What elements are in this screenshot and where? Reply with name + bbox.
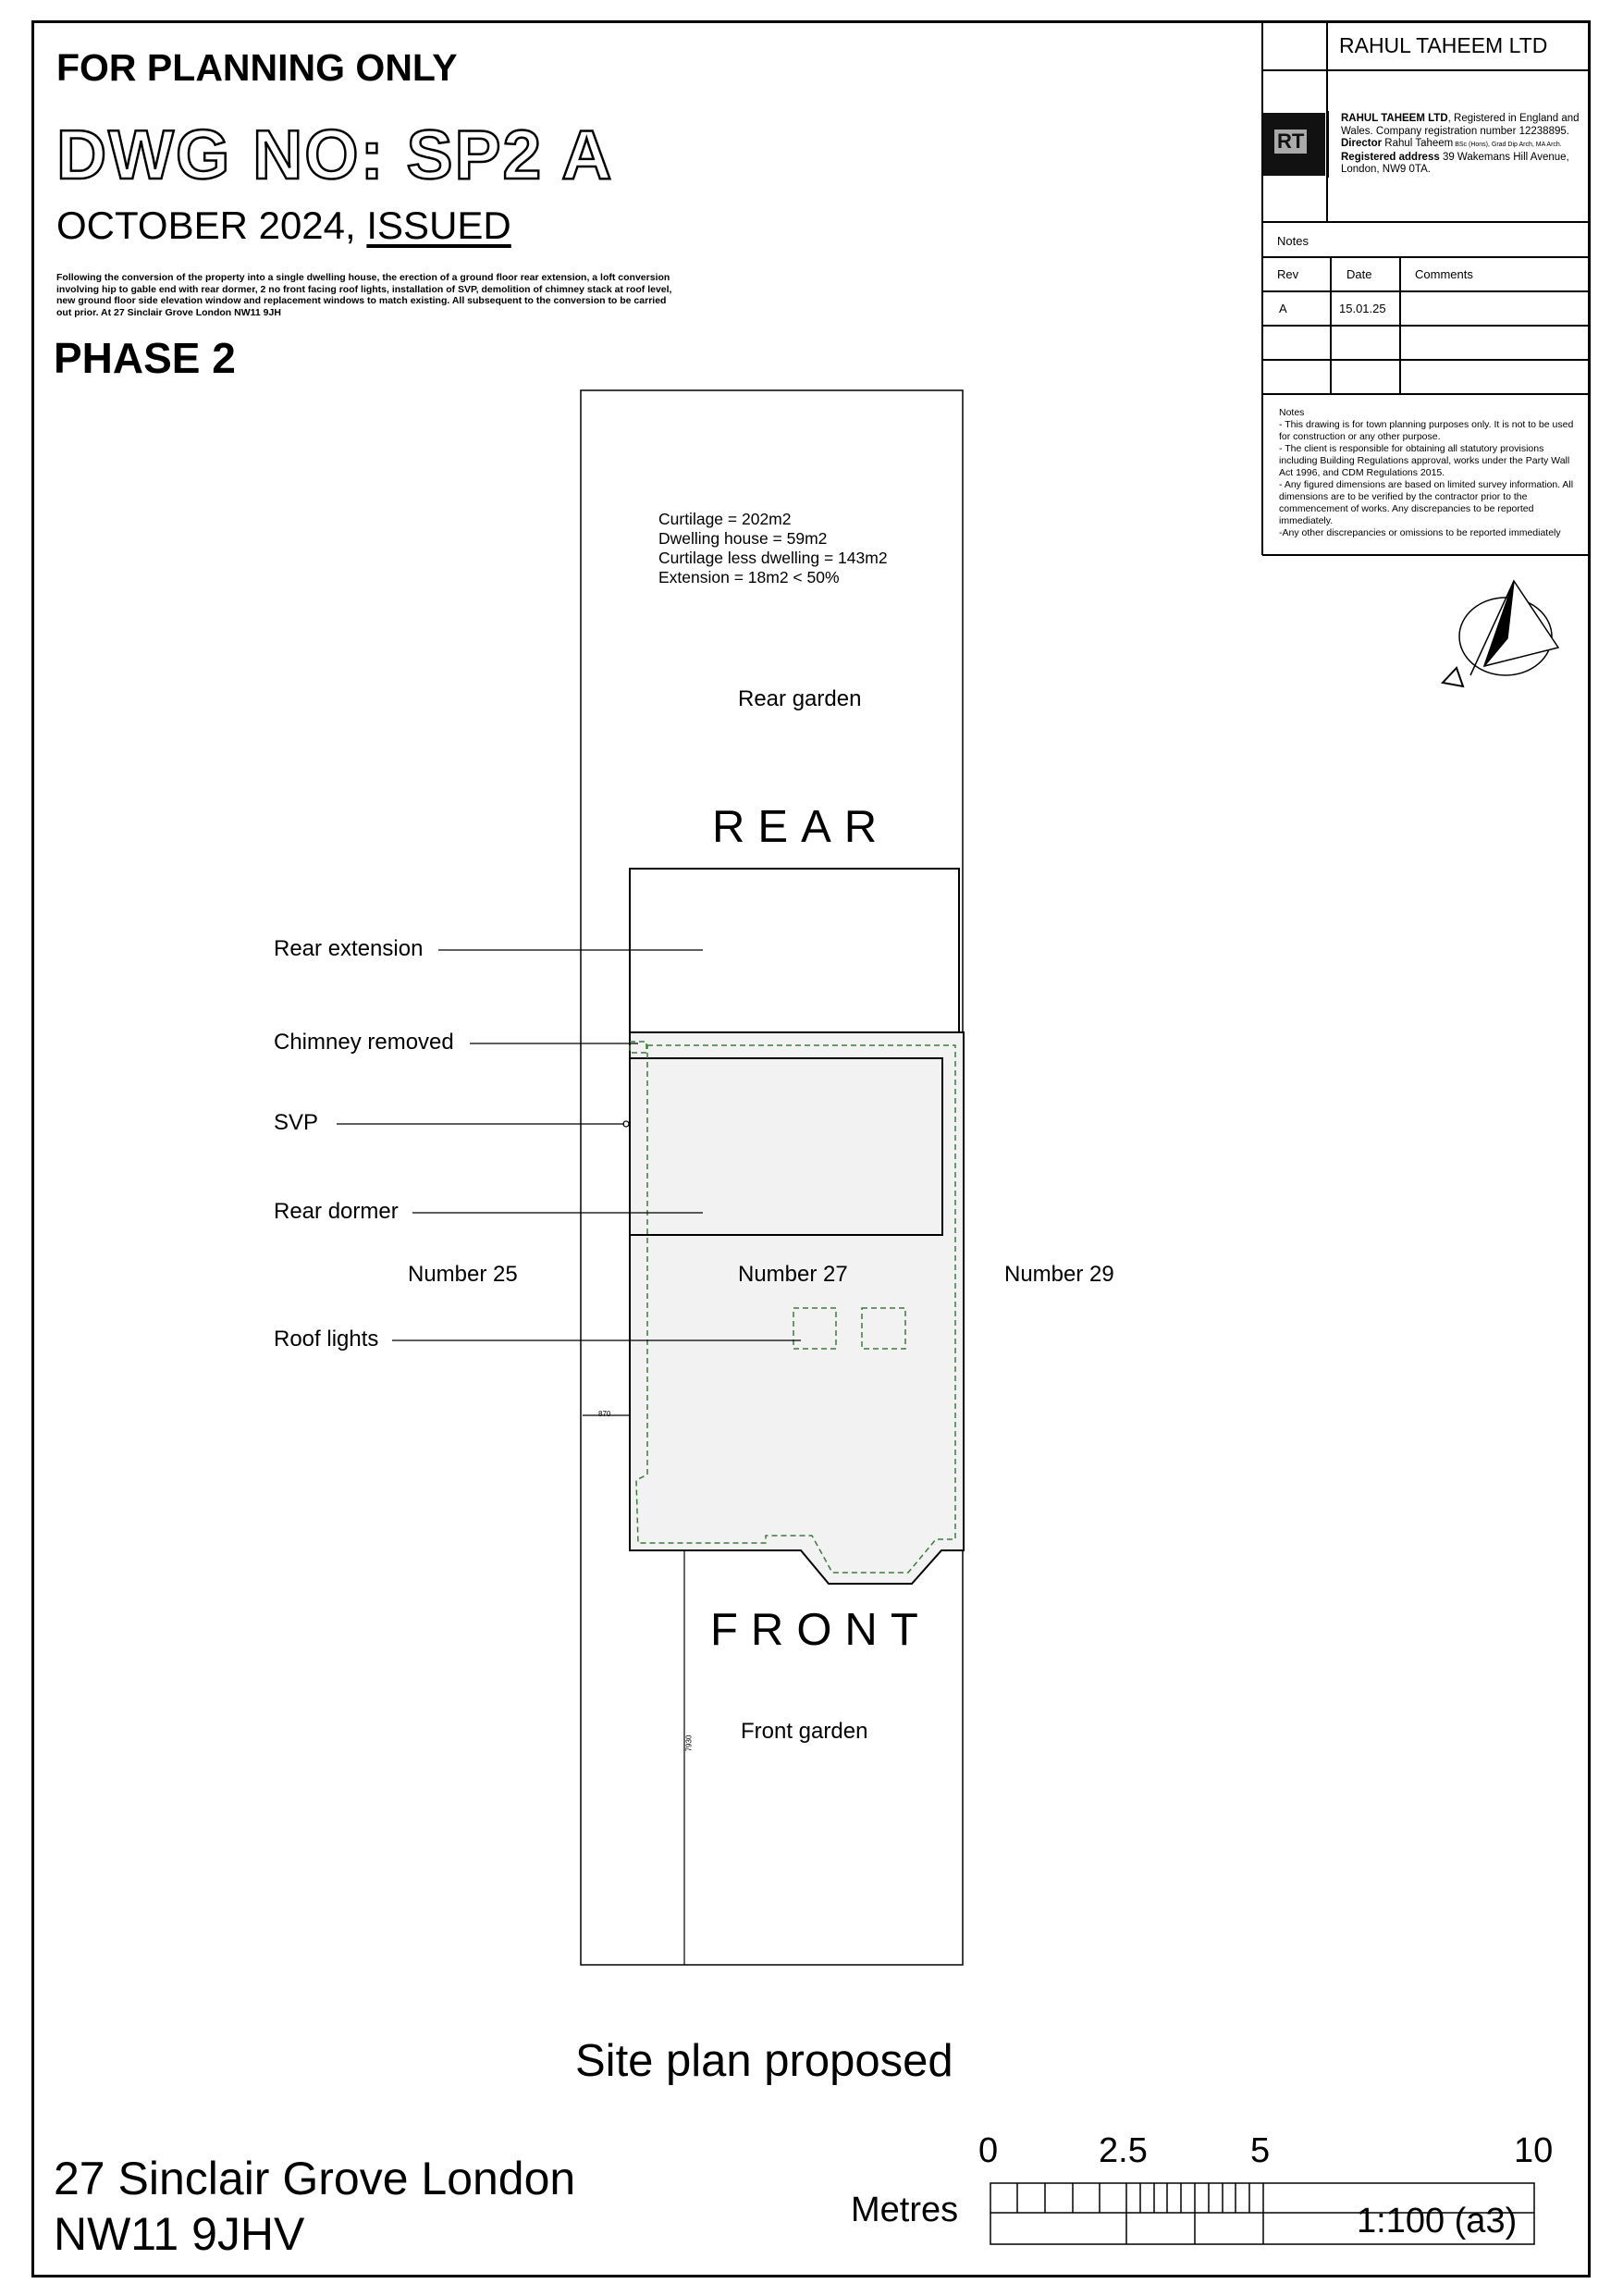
drawing-title: Site plan proposed bbox=[575, 2036, 953, 2086]
chimney-removed-label: Chimney removed bbox=[274, 1030, 454, 1055]
address-label: Registered address bbox=[1341, 151, 1440, 163]
planning-heading: FOR PLANNING ONLY bbox=[56, 46, 458, 89]
scale-ratio: 1:100 (a3) bbox=[1357, 2202, 1518, 2240]
note-item: - This drawing is for town planning purposes only. It is not to be used for construction or any other purpose. bbox=[1279, 419, 1574, 442]
roof-lights-label: Roof lights bbox=[274, 1327, 379, 1352]
reg-text: , Registered in England and Wales. Company registration number 12238895. bbox=[1341, 113, 1580, 137]
note-item: - The client is responsible for obtaining all statutory provisions including Building Regulations approval, works under the Party Wall Act 1996, and CDM Regulations 2015. bbox=[1279, 443, 1570, 478]
director-label: Director bbox=[1341, 138, 1383, 149]
issue-status: ISSUED bbox=[366, 204, 511, 247]
company-logo: RT bbox=[1274, 130, 1307, 154]
note-item: - Any figured dimensions are based on limited survey information. All dimensions are to be verified by the contractor prior to the commencement of works. Any discrepancies to be reported immediately. bbox=[1279, 479, 1574, 526]
rear-label: REAR bbox=[712, 802, 891, 852]
scale-tick-label: 2.5 bbox=[1099, 2131, 1148, 2170]
col-date: Date bbox=[1346, 267, 1372, 281]
col-rev: Rev bbox=[1277, 267, 1299, 281]
director-quals: BSc (Hons), Grad Dip Arch, MA Arch. bbox=[1453, 142, 1562, 148]
scale-tick-label: 10 bbox=[1514, 2131, 1554, 2170]
front-dimension: 7930 bbox=[684, 1734, 694, 1752]
side-dimension: 870 bbox=[598, 1410, 611, 1418]
scale-unit: Metres bbox=[851, 2191, 959, 2229]
area-line: Curtilage = 202m2 bbox=[658, 510, 792, 528]
reg-company: RAHUL TAHEEM LTD bbox=[1341, 113, 1448, 124]
rear-garden-label: Rear garden bbox=[738, 686, 862, 711]
area-line: Dwelling house = 59m2 bbox=[658, 529, 828, 548]
note-item: -Any other discrepancies or omissions to be reported immediately bbox=[1279, 527, 1561, 538]
director-name: Rahul Taheem bbox=[1382, 138, 1454, 149]
rear-extension-label: Rear extension bbox=[274, 936, 424, 961]
phase-label: PHASE 2 bbox=[54, 334, 236, 382]
area-line: Extension = 18m2 < 50% bbox=[658, 568, 840, 586]
scale-tick-label: 0 bbox=[978, 2131, 999, 2170]
svp-label: SVP bbox=[274, 1110, 319, 1135]
registered-address: 39 Wakemans Hill Avenue, London, NW9 0TA. bbox=[1341, 151, 1569, 175]
issue-date-text: OCTOBER 2024, bbox=[56, 204, 356, 247]
project-description: Following the conversion of the property into a single dwelling house, the erection of a ground floor rear extension, a loft conversion involving hip to gable end with rear dormer, 2 no front facing roof lights, installation of SVP, demolition of chimney stack at roof level, new ground floor side elevation window and replacement windows to match existing. All subsequent to the conversion to be carried out prior. At 27 Sinclair Grove London NW11 9JH bbox=[56, 272, 672, 318]
number-29-label: Number 29 bbox=[1004, 1262, 1114, 1287]
drawing-number: DWG NO: SP2 A bbox=[56, 116, 614, 193]
area-line: Curtilage less dwelling = 143m2 bbox=[658, 549, 888, 567]
notes-header: Notes bbox=[1277, 234, 1309, 248]
front-label: FRONT bbox=[710, 1605, 931, 1655]
revision-date: 15.01.25 bbox=[1339, 302, 1386, 315]
front-garden-label: Front garden bbox=[741, 1719, 868, 1744]
number-25-label: Number 25 bbox=[408, 1262, 518, 1287]
address-line-2: NW11 9JHV bbox=[54, 2208, 305, 2260]
revision-rev: A bbox=[1279, 302, 1287, 315]
notes-title: Notes bbox=[1279, 407, 1305, 418]
company-name: RAHUL TAHEEM LTD bbox=[1339, 33, 1548, 57]
scale-tick-label: 5 bbox=[1250, 2131, 1271, 2170]
address-line-1: 27 Sinclair Grove London bbox=[54, 2153, 576, 2204]
rear-dormer-label: Rear dormer bbox=[274, 1199, 399, 1224]
col-comments: Comments bbox=[1415, 267, 1473, 281]
number-27-label: Number 27 bbox=[738, 1262, 848, 1287]
